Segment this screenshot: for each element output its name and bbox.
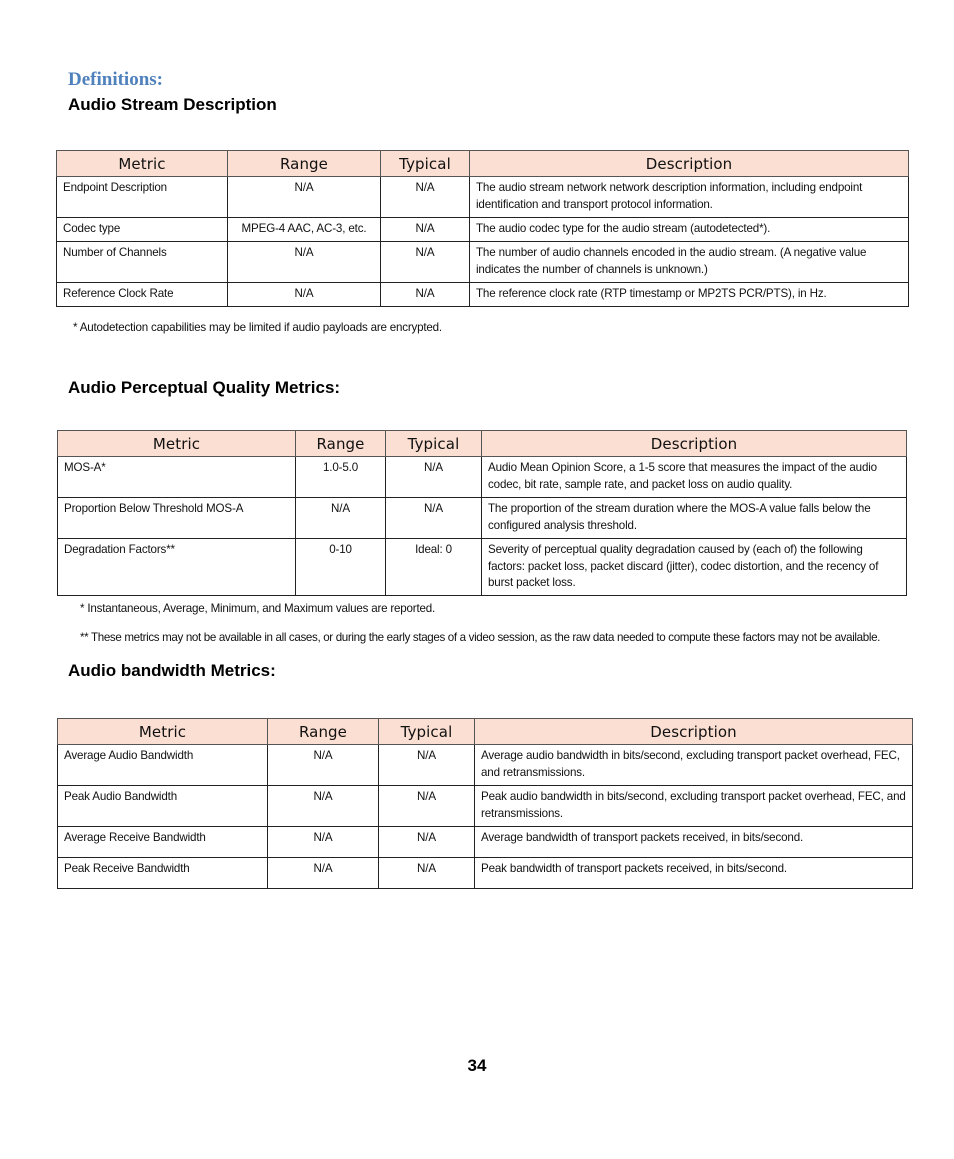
- cell-typical: N/A: [379, 786, 475, 827]
- section-title-audio-stream-description: Audio Stream Description: [68, 95, 277, 114]
- cell-range: 0-10: [296, 539, 386, 596]
- cell-metric: Codec type: [57, 218, 228, 242]
- column-header-range: Range: [268, 719, 379, 745]
- cell-range: N/A: [268, 858, 379, 889]
- cell-range: N/A: [268, 786, 379, 827]
- column-header-typical: Typical: [381, 151, 470, 177]
- table-header-row: [58, 719, 913, 745]
- cell-metric: Endpoint Description: [57, 177, 228, 218]
- column-header-description: Description: [482, 431, 907, 457]
- definitions-heading: Definitions:: [68, 69, 163, 90]
- footnote-autodetection: * Autodetection capabilities may be limited if audio payloads are encrypted.: [73, 321, 442, 334]
- column-header-range: Range: [296, 431, 386, 457]
- cell-range: N/A: [228, 177, 381, 218]
- table-row: [57, 177, 909, 218]
- table-row: [57, 283, 909, 307]
- cell-typical: N/A: [381, 283, 470, 307]
- table-row: [57, 242, 909, 283]
- table-row: [58, 457, 907, 498]
- cell-metric: Average Receive Bandwidth: [58, 827, 268, 858]
- table-row: [58, 827, 913, 858]
- page-number: 34: [467, 1056, 487, 1075]
- footnote-instantaneous-values: * Instantaneous, Average, Minimum, and Maximum values are reported.: [80, 602, 435, 615]
- column-header-typical: Typical: [379, 719, 475, 745]
- section-title-audio-bandwidth: Audio bandwidth Metrics:: [68, 661, 276, 680]
- column-header-description: Description: [470, 151, 909, 177]
- cell-description: Average bandwidth of transport packets received, in bits/second.: [475, 827, 913, 858]
- column-header-description: Description: [475, 719, 913, 745]
- cell-range: N/A: [228, 283, 381, 307]
- cell-metric: MOS-A*: [58, 457, 296, 498]
- cell-typical: N/A: [379, 745, 475, 786]
- cell-typical: N/A: [379, 827, 475, 858]
- cell-typical: N/A: [381, 242, 470, 283]
- table-row: [58, 786, 913, 827]
- audio-stream-description-table: [56, 150, 909, 307]
- audio-perceptual-quality-table: [57, 430, 907, 596]
- cell-metric: Peak Receive Bandwidth: [58, 858, 268, 889]
- section-title-audio-perceptual-quality: Audio Perceptual Quality Metrics:: [68, 378, 341, 397]
- cell-metric: Number of Channels: [57, 242, 228, 283]
- table-row: [58, 498, 907, 539]
- cell-typical: N/A: [381, 177, 470, 218]
- cell-description: The proportion of the stream duration where the MOS-A value falls below the configured analysis threshold.: [482, 498, 907, 539]
- cell-range: 1.0-5.0: [296, 457, 386, 498]
- cell-typical: N/A: [386, 457, 482, 498]
- cell-description: The audio codec type for the audio stream (autodetected*).: [470, 218, 909, 242]
- column-header-range: Range: [228, 151, 381, 177]
- cell-metric: Proportion Below Threshold MOS-A: [58, 498, 296, 539]
- cell-metric: Reference Clock Rate: [57, 283, 228, 307]
- cell-description: The reference clock rate (RTP timestamp or MP2TS PCR/PTS), in Hz.: [470, 283, 909, 307]
- table-header-row: [58, 431, 907, 457]
- audio-bandwidth-table: [57, 718, 913, 889]
- footnote-metrics-availability: ** These metrics may not be available in all cases, or during the early stages of a video session, as the raw data needed to compute these factors may not be available.: [80, 631, 881, 644]
- cell-description: Peak bandwidth of transport packets received, in bits/second.: [475, 858, 913, 889]
- cell-typical: N/A: [381, 218, 470, 242]
- cell-range: N/A: [268, 827, 379, 858]
- cell-range: N/A: [228, 242, 381, 283]
- column-header-typical: Typical: [386, 431, 482, 457]
- table-row: [58, 858, 913, 889]
- cell-description: Audio Mean Opinion Score, a 1-5 score that measures the impact of the audio codec, bit rate, sample rate, and packet loss on audio quality.: [482, 457, 907, 498]
- cell-description: Average audio bandwidth in bits/second, excluding transport packet overhead, FEC, and retransmissions.: [475, 745, 913, 786]
- table-header-row: [57, 151, 909, 177]
- table-row: [57, 218, 909, 242]
- cell-range: N/A: [268, 745, 379, 786]
- cell-typical: N/A: [379, 858, 475, 889]
- cell-typical: Ideal: 0: [386, 539, 482, 596]
- table-row: [58, 745, 913, 786]
- cell-metric: Average Audio Bandwidth: [58, 745, 268, 786]
- column-header-metric: Metric: [57, 151, 228, 177]
- table-row: [58, 539, 907, 596]
- column-header-metric: Metric: [58, 431, 296, 457]
- cell-description: Severity of perceptual quality degradation caused by (each of) the following factors: packet loss, packet discard (jitter), codec distortion, and the recency of burst packet loss.: [482, 539, 907, 596]
- cell-description: Peak audio bandwidth in bits/second, excluding transport packet overhead, FEC, and retransmissions.: [475, 786, 913, 827]
- column-header-metric: Metric: [58, 719, 268, 745]
- cell-description: The number of audio channels encoded in the audio stream. (A negative value indicates the number of channels is unknown.): [470, 242, 909, 283]
- cell-description: The audio stream network network description information, including endpoint identification and transport protocol information.: [470, 177, 909, 218]
- cell-range: N/A: [296, 498, 386, 539]
- cell-range: MPEG-4 AAC, AC-3, etc.: [228, 218, 381, 242]
- cell-metric: Degradation Factors**: [58, 539, 296, 596]
- cell-metric: Peak Audio Bandwidth: [58, 786, 268, 827]
- cell-typical: N/A: [386, 498, 482, 539]
